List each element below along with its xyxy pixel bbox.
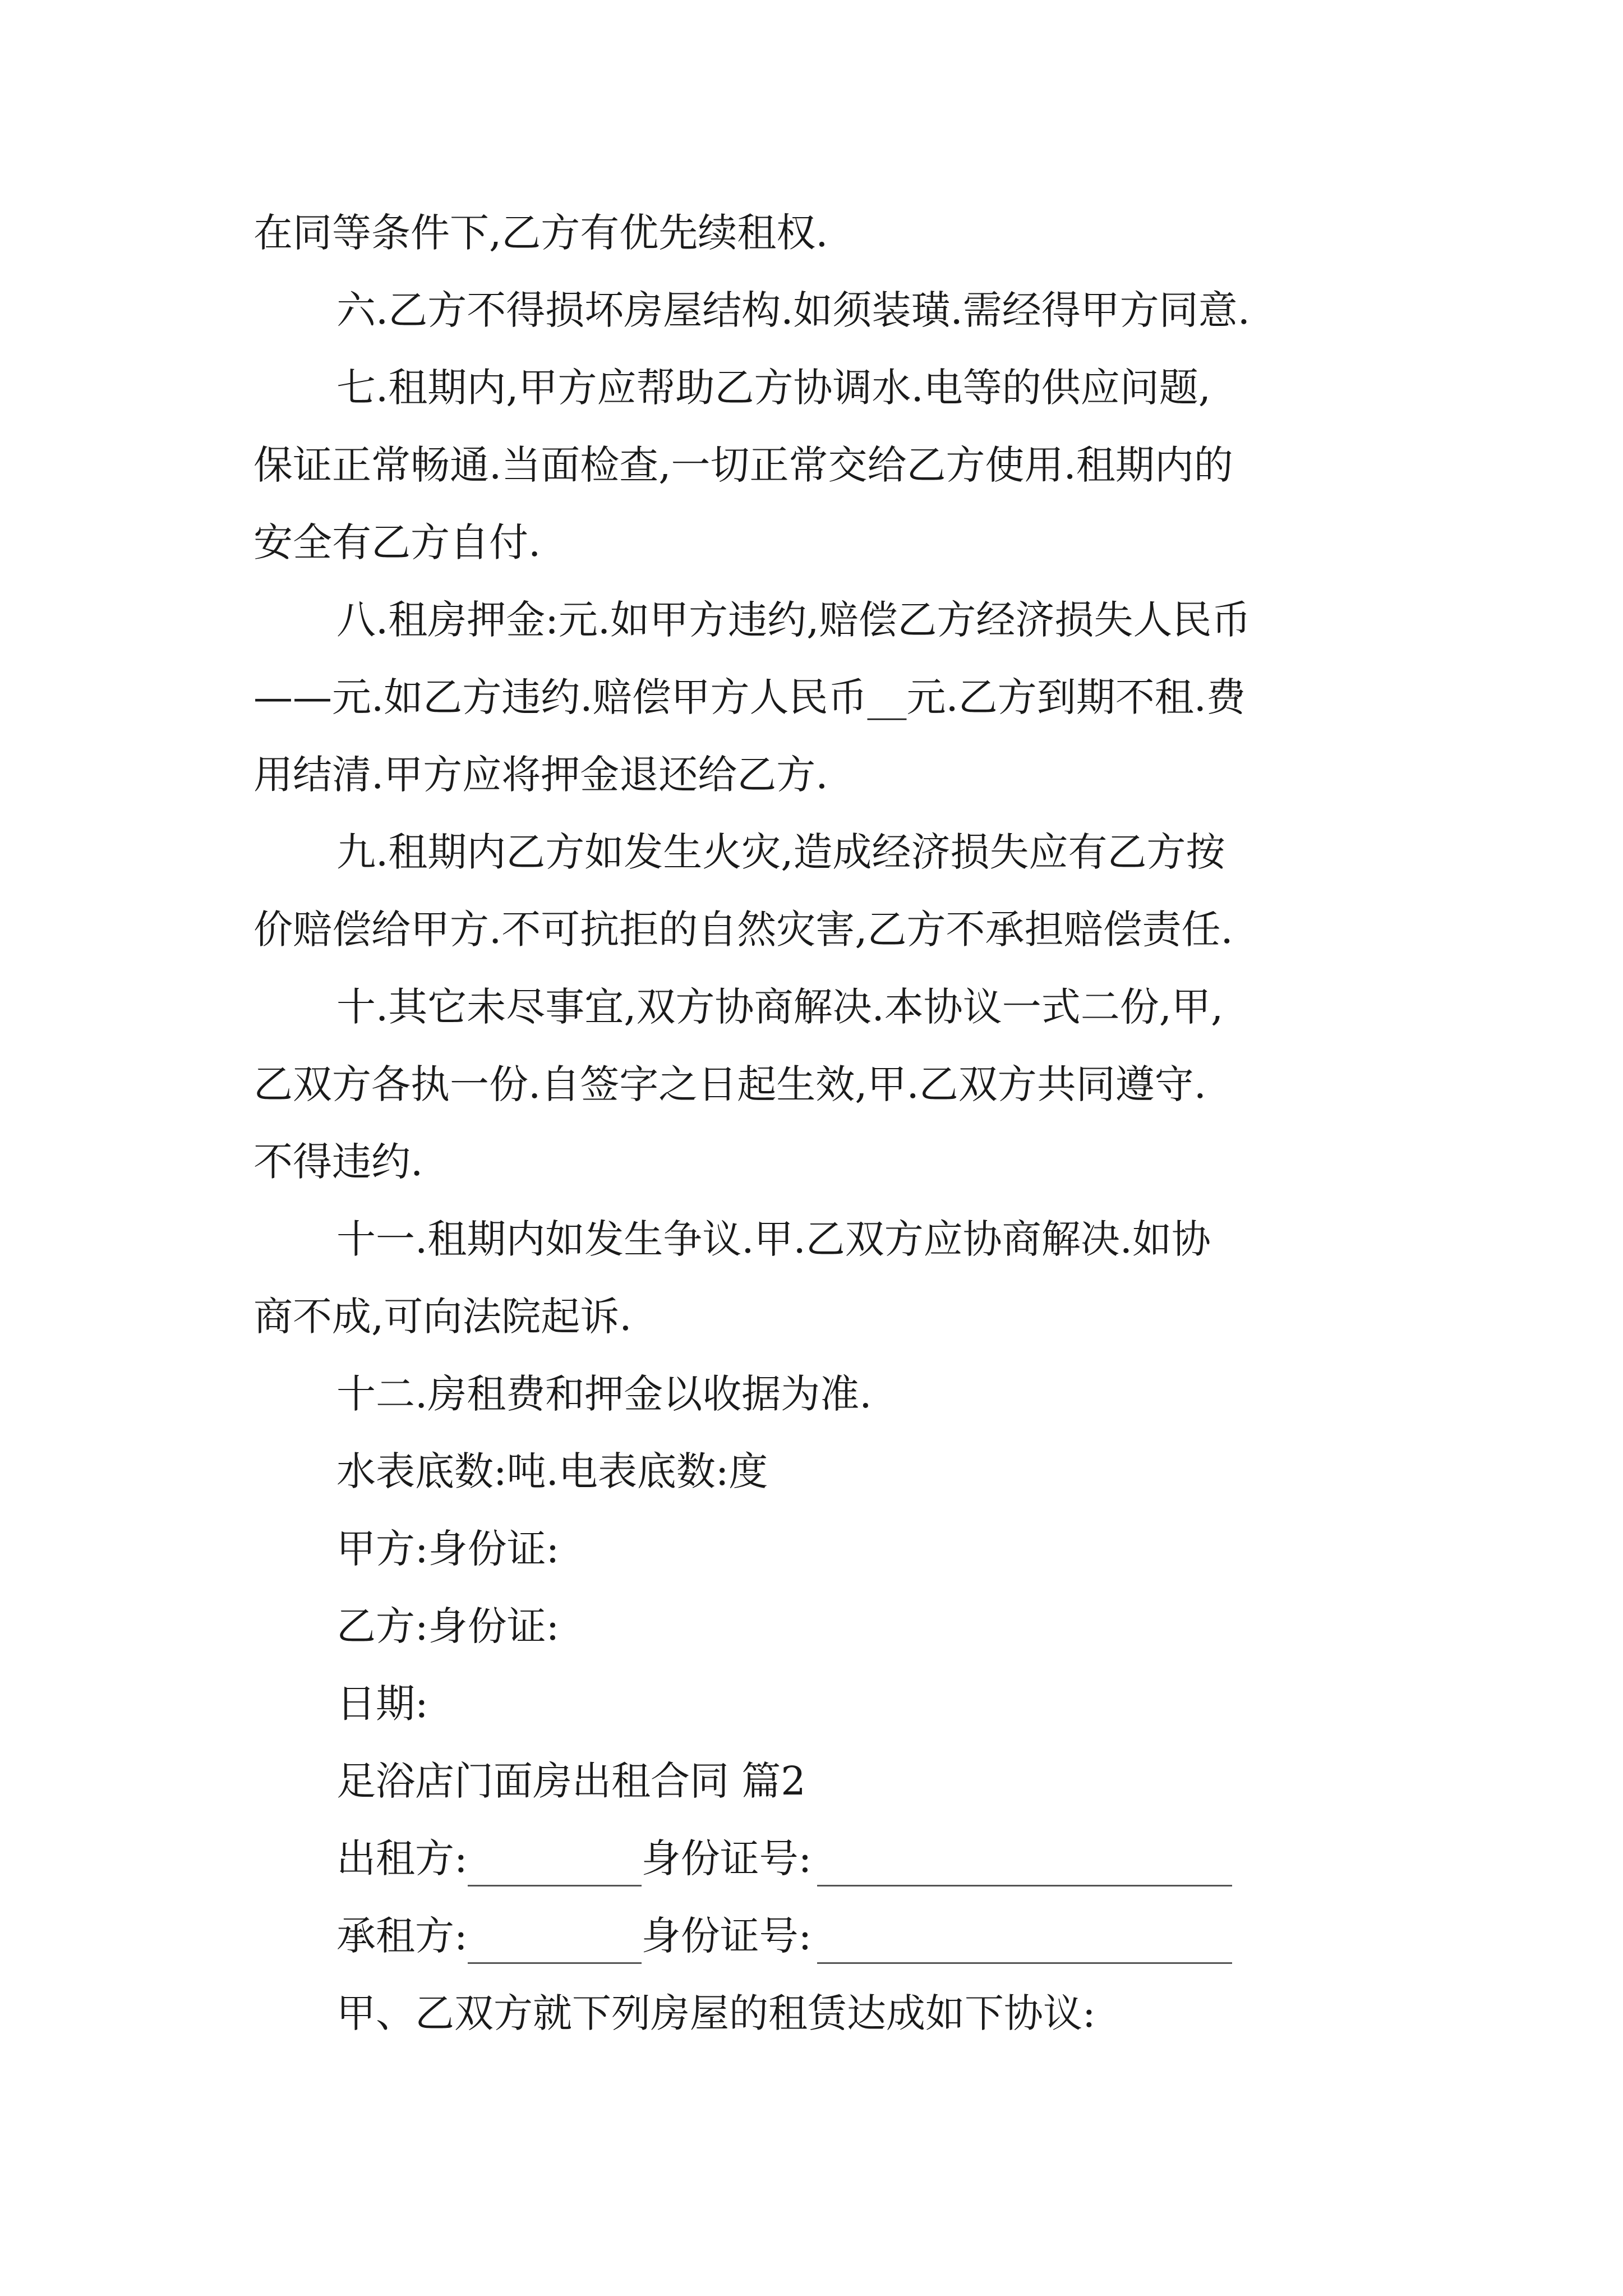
- lessor-id-field[interactable]: [817, 1841, 1232, 1887]
- text-line: 安全有乙方自付.: [253, 519, 541, 565]
- text-line: 商不成,可向法院起诉.: [253, 1294, 632, 1340]
- clause-12: 十二.房租费和押金以收据为准.: [336, 1371, 872, 1417]
- lessee-row: [336, 1908, 1232, 1964]
- clause-11: 十一.租期内如发生争议.甲.乙双方应协商解决.如协: [336, 1216, 1211, 1262]
- lessor-row: [336, 1830, 1232, 1887]
- text-line: 保证正常畅通.当面检查,一切正常交给乙方使用.租期内的: [253, 442, 1233, 488]
- text-line: 价赔偿给甲方.不可抗拒的自然灾害,乙方不承担赔偿责任.: [253, 907, 1233, 953]
- clause-8: 八.租房押金:元.如甲方违约,赔偿乙方经济损失人民币: [336, 597, 1251, 643]
- date-line: 日期:: [336, 1681, 428, 1727]
- lessor-name-field[interactable]: [468, 1841, 642, 1887]
- lessee-id-label: 身份证号:: [641, 1913, 812, 1959]
- party-a-signature: 甲方:身份证:: [336, 1526, 560, 1572]
- text-line: 用结清.甲方应将押金退还给乙方.: [253, 752, 828, 798]
- lessee-label: 承租方:: [336, 1913, 468, 1959]
- text-line: 乙双方各执一份.自签字之日起生效,甲.乙双方共同遵守.: [253, 1061, 1207, 1107]
- party-b-signature: 乙方:身份证:: [336, 1603, 560, 1649]
- lessee-name-field[interactable]: [468, 1918, 642, 1964]
- text-line: ——元.如乙方违约.赔偿甲方人民币__元.乙方到期不租.费: [253, 674, 1246, 720]
- text-line: 在同等条件下,乙方有优先续租权.: [253, 210, 828, 256]
- clause-6: 六.乙方不得损坏房屋结构.如须装璜.需经得甲方同意.: [336, 287, 1251, 333]
- clause-7: 七.租期内,甲方应帮助乙方协调水.电等的供应问题,: [336, 365, 1211, 411]
- agreement-intro: 甲、乙双方就下列房屋的租赁达成如下协议:: [336, 1990, 1096, 2036]
- section-title: 足浴店门面房出租合同 篇2: [336, 1758, 806, 1804]
- meter-readings: 水表底数:吨.电表底数:度: [336, 1448, 768, 1494]
- clause-10: 十.其它未尽事宜,双方协商解决.本协议一式二份,甲,: [336, 984, 1224, 1030]
- lessor-id-label: 身份证号:: [641, 1835, 812, 1881]
- clause-9: 九.租期内乙方如发生火灾,造成经济损失应有乙方按: [336, 829, 1225, 875]
- lessee-id-field[interactable]: [817, 1918, 1232, 1964]
- text-line: 不得违约.: [253, 1139, 423, 1185]
- lessor-label: 出租方:: [336, 1835, 468, 1881]
